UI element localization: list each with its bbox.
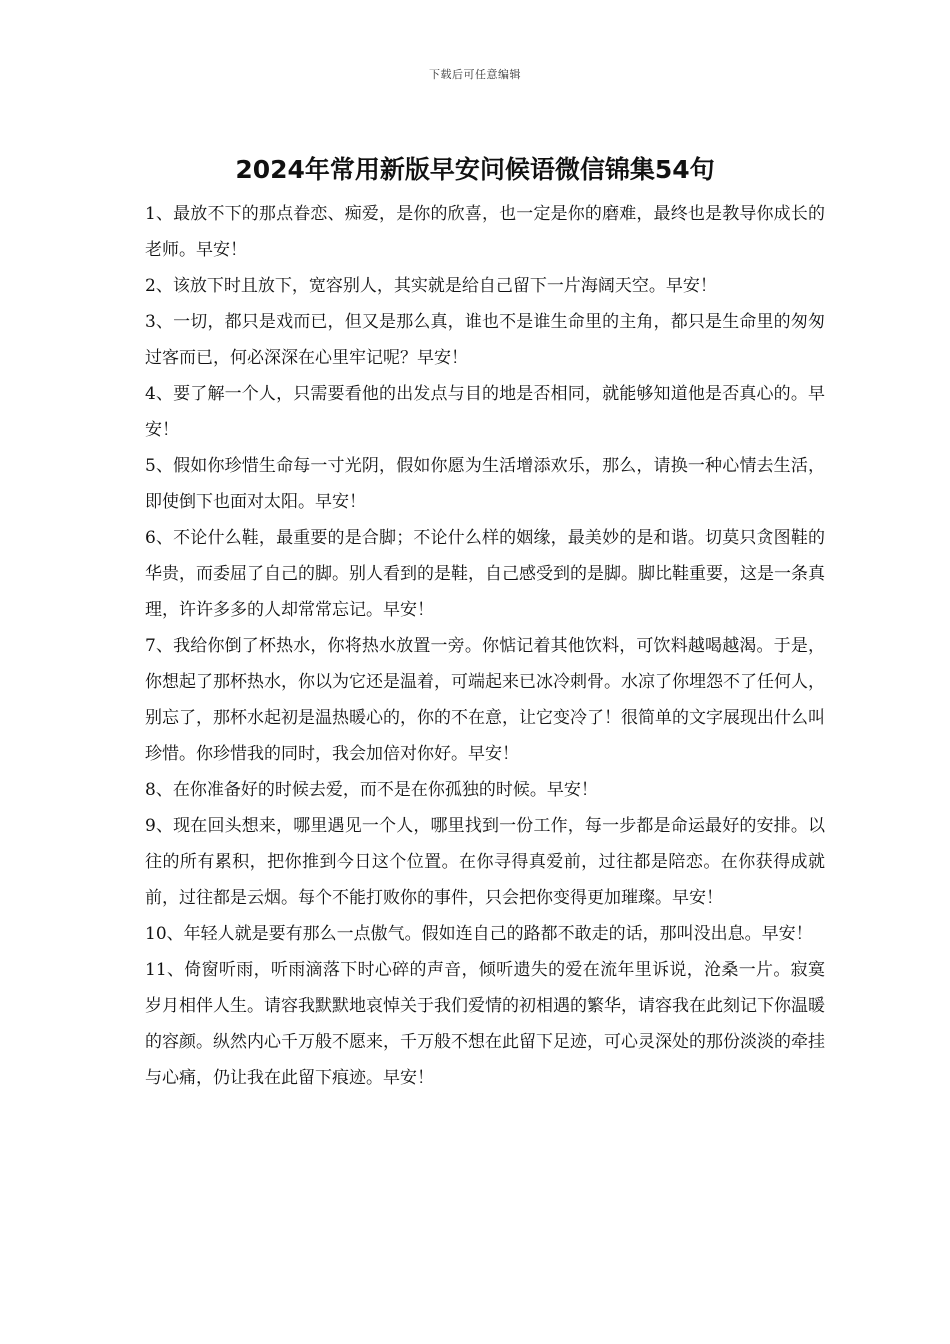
header-note: 下载后可任意编辑 [429, 68, 521, 81]
paragraph-4: 4、要了解一个人，只需要看他的出发点与目的地是否相同，就能够知道他是否真心的。早安！ [145, 384, 825, 440]
paragraph-5: 5、假如你珍惜生命每一寸光阴，假如你愿为生活增添欢乐，那么，请换一种心情去生活，即使倒下也面对太阳。早安！ [145, 456, 825, 512]
paragraph-7: 7、我给你倒了杯热水，你将热水放置一旁。你惦记着其他饮料，可饮料越喝越渴。于是，你想起了那杯热水，你以为它还是温着，可端起来已冰冷刺骨。水凉了你埋怨不了任何人，别忘了，那杯水起初是温热暖心的，你的不在意，让它变冷了！很简单的文字展现出什么叫珍惜。你珍惜我的同时，我会加倍对你好。早安！ [145, 636, 825, 764]
document-title: 2024年常用新版早安问候语微信锦集54句 [235, 155, 715, 184]
paragraph-6: 6、不论什么鞋，最重要的是合脚；不论什么样的姻缘，最美妙的是和谐。切莫只贪图鞋的华贵，而委屈了自己的脚。别人看到的是鞋，自己感受到的是脚。脚比鞋重要，这是一条真理，许许多多的人却常常忘记。早安！ [145, 528, 825, 620]
document-body [145, 196, 825, 1096]
paragraph-2: 2、该放下时且放下，宽容别人，其实就是给自己留下一片海阔天空。早安！ [145, 276, 717, 296]
paragraph-3: 3、一切，都只是戏而已，但又是那么真，谁也不是谁生命里的主角，都只是生命里的匆匆过客而已，何必深深在心里牢记呢？早安！ [145, 312, 825, 368]
paragraph-11: 11、倚窗听雨，听雨滴落下时心碎的声音，倾听遗失的爱在流年里诉说，沧桑一片。寂寞岁月相伴人生。请容我默默地哀悼关于我们爱情的初相遇的繁华，请容我在此刻记下你温暖的容颜。纵然内心千万般不愿来，千万般不想在此留下足迹，可心灵深处的那份淡淡的牵挂与心痛，仍让我在此留下痕迹。早安！ [145, 960, 825, 1088]
paragraph-9: 9、现在回头想来，哪里遇见一个人，哪里找到一份工作，每一步都是命运最好的安排。以往的所有累积，把你推到今日这个位置。在你寻得真爱前，过往都是陪恋。在你获得成就前，过往都是云烟。每个不能打败你的事件，只会把你变得更加璀璨。早安！ [145, 816, 825, 908]
paragraph-1: 1、最放不下的那点眷恋、痴爱，是你的欣喜，也一定是你的磨难，最终也是教导你成长的老师。早安！ [145, 204, 825, 260]
paragraph-10: 10、年轻人就是要有那么一点傲气。假如连自己的路都不敢走的话，那叫没出息。早安！ [145, 924, 813, 944]
paragraph-8: 8、在你准备好的时候去爱，而不是在你孤独的时候。早安！ [145, 780, 598, 800]
